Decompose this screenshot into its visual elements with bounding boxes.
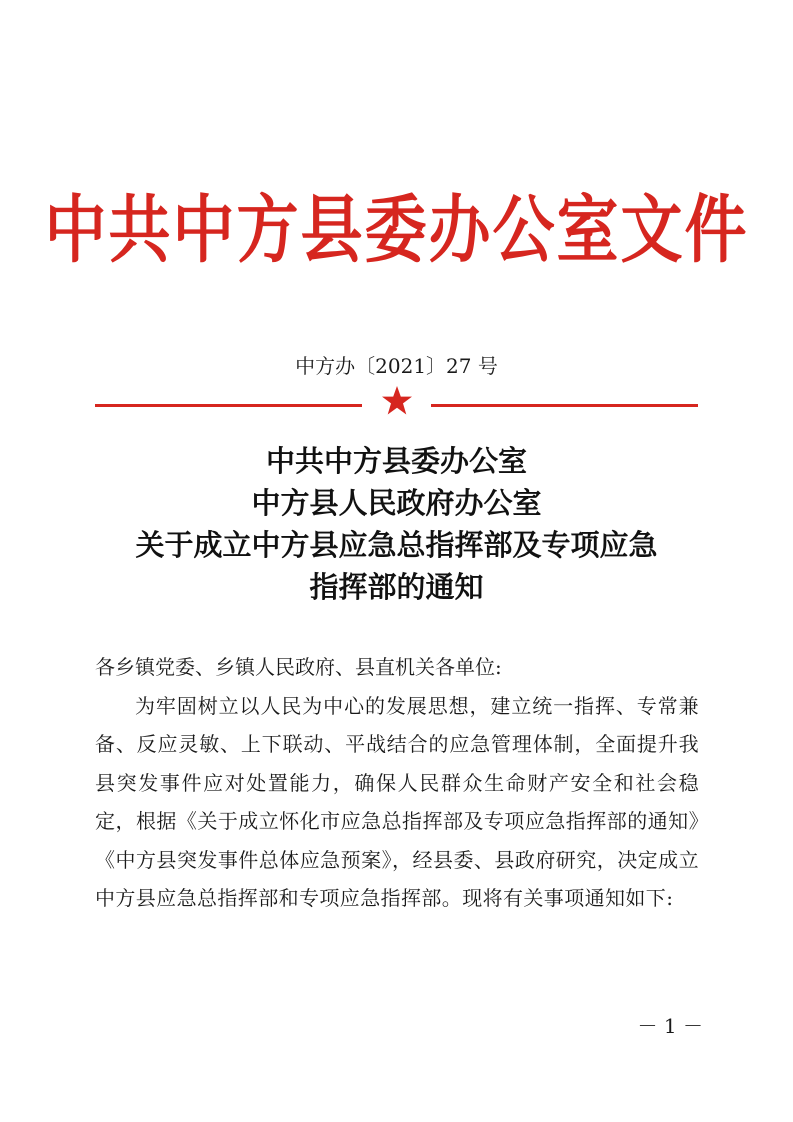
title-line: 中方县人民政府办公室 <box>251 486 542 520</box>
title-line: 指挥部的通知 <box>309 570 484 604</box>
masthead-title: 中共中方县委办公室文件 <box>44 186 749 273</box>
divider-rule-left <box>95 404 362 407</box>
document-number: 中方办〔2021〕27 号 <box>295 354 498 378</box>
star-icon <box>381 385 413 417</box>
red-divider <box>95 393 698 417</box>
page-number: － 1 － <box>637 1014 703 1038</box>
title-line: 中共中方县委办公室 <box>265 444 527 478</box>
divider-rule-right <box>431 404 698 407</box>
document-body <box>95 648 699 918</box>
title-line: 关于成立中方县应急总指挥部及专项应急 <box>135 528 658 562</box>
document-title <box>60 440 733 608</box>
salutation: 各乡镇党委、乡镇人民政府、县直机关各单位: <box>95 655 502 679</box>
body-paragraph: 为牢固树立以人民为中心的发展思想，建立统一指挥、专常兼备、反应灵敏、上下联动、平战结合的应急管理体制，全面提升我县突发事件应对处置能力，确保人民群众生命财产安全和社会稳定，根据《关于成立怀化市应急总指挥部及专项应急指挥部的通知》《中方县突发事件总体应急预案》，经县委、县政府研究，决定成立中方县应急总指挥部和专项应急指挥部。现将有关事项通知如下: <box>95 693 699 910</box>
